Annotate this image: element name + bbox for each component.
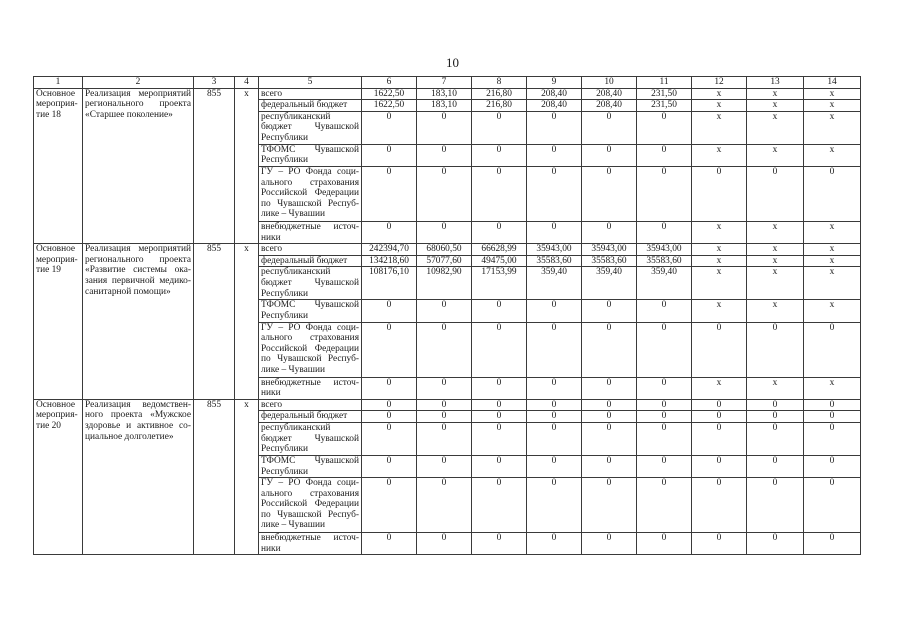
value-cell: 0 (527, 411, 582, 423)
value-cell: x (747, 377, 804, 399)
table-row (34, 88, 861, 100)
value-cell: 0 (804, 478, 861, 533)
value-cell: 0 (747, 322, 804, 377)
value-cell: 0 (527, 377, 582, 399)
value-cell: 0 (804, 399, 861, 411)
funding-source: республиканский бюджет Чувашской Республики (259, 422, 362, 455)
value-cell: x (747, 300, 804, 322)
value-cell: 0 (527, 455, 582, 477)
value-cell: 0 (582, 111, 637, 144)
value-cell: 0 (637, 422, 692, 455)
budget-table (33, 76, 861, 555)
value-cell: 1622,50 (362, 100, 417, 112)
col4-value: x (235, 88, 259, 244)
value-cell: x (804, 144, 861, 166)
funding-source: федеральный бюджет (259, 255, 362, 267)
value-cell: 0 (417, 455, 472, 477)
value-cell: 0 (582, 166, 637, 221)
value-cell: x (692, 244, 747, 256)
value-cell: 0 (692, 399, 747, 411)
value-cell: x (692, 377, 747, 399)
value-cell: 0 (417, 221, 472, 243)
value-cell: x (747, 221, 804, 243)
value-cell: x (692, 300, 747, 322)
col3-value: 855 (194, 244, 235, 400)
funding-source: внебюджетные источ-ники (259, 221, 362, 243)
event-description: Реализация мероприятий регионального проекта «Старшее поколение» (83, 88, 194, 244)
col3-value: 855 (194, 88, 235, 244)
column-header: 2 (83, 77, 194, 89)
value-cell: 0 (747, 455, 804, 477)
value-cell: 17153,99 (472, 267, 527, 300)
value-cell: x (692, 100, 747, 112)
value-cell: x (804, 88, 861, 100)
value-cell: 0 (472, 411, 527, 423)
value-cell: 0 (692, 166, 747, 221)
column-header: 6 (362, 77, 417, 89)
column-header: 7 (417, 77, 472, 89)
value-cell: 0 (804, 166, 861, 221)
value-cell: 0 (637, 377, 692, 399)
value-cell: 0 (637, 166, 692, 221)
value-cell: 0 (472, 399, 527, 411)
funding-source: всего (259, 244, 362, 256)
value-cell: 0 (417, 300, 472, 322)
value-cell: 0 (472, 377, 527, 399)
value-cell: 216,80 (472, 100, 527, 112)
value-cell: x (804, 221, 861, 243)
value-cell: 0 (362, 377, 417, 399)
value-cell: 0 (637, 533, 692, 555)
value-cell: 0 (472, 111, 527, 144)
value-cell: 0 (362, 422, 417, 455)
value-cell: 0 (417, 111, 472, 144)
value-cell: 0 (362, 111, 417, 144)
value-cell: 0 (417, 399, 472, 411)
value-cell: 0 (804, 422, 861, 455)
column-header: 4 (235, 77, 259, 89)
value-cell: 0 (804, 322, 861, 377)
column-header: 12 (692, 77, 747, 89)
value-cell: 0 (362, 300, 417, 322)
funding-source: ГУ – РО Фонда соци-ального страхования Российской Федерации по Чувашской Респуб-лике – Чувашии (259, 322, 362, 377)
value-cell: 208,40 (582, 100, 637, 112)
event-description: Реализация мероприятий регионального проекта «Развитие системы ока-зания первичной медико-санитарной помощи» (83, 244, 194, 400)
table-row (34, 399, 861, 411)
value-cell: 0 (472, 166, 527, 221)
value-cell: 57077,60 (417, 255, 472, 267)
column-header: 14 (804, 77, 861, 89)
value-cell: 0 (472, 221, 527, 243)
value-cell: 0 (417, 322, 472, 377)
value-cell: x (692, 111, 747, 144)
value-cell: 10982,90 (417, 267, 472, 300)
value-cell: 359,40 (527, 267, 582, 300)
value-cell: 0 (527, 111, 582, 144)
value-cell: 0 (747, 166, 804, 221)
column-header: 5 (259, 77, 362, 89)
value-cell: 0 (637, 399, 692, 411)
value-cell: 231,50 (637, 88, 692, 100)
value-cell: 0 (692, 322, 747, 377)
value-cell: 0 (804, 455, 861, 477)
value-cell: 0 (362, 221, 417, 243)
value-cell: 0 (527, 221, 582, 243)
funding-source: республиканский бюджет Чувашской Республики (259, 111, 362, 144)
value-cell: 35583,60 (582, 255, 637, 267)
value-cell: 0 (362, 399, 417, 411)
value-cell: 0 (637, 221, 692, 243)
funding-source: ТФОМС Чувашской Республики (259, 144, 362, 166)
value-cell: 359,40 (582, 267, 637, 300)
value-cell: x (692, 267, 747, 300)
value-cell: 0 (692, 422, 747, 455)
value-cell: 0 (747, 478, 804, 533)
value-cell: x (804, 100, 861, 112)
value-cell: x (747, 144, 804, 166)
value-cell: 134218,60 (362, 255, 417, 267)
value-cell: 0 (472, 478, 527, 533)
value-cell: 0 (637, 322, 692, 377)
value-cell: 0 (582, 300, 637, 322)
event-name: Основное мероприя-тие 20 (34, 399, 83, 555)
value-cell: 0 (527, 322, 582, 377)
value-cell: 0 (582, 221, 637, 243)
value-cell: 0 (417, 411, 472, 423)
value-cell: 0 (582, 144, 637, 166)
value-cell: x (692, 144, 747, 166)
value-cell: 0 (747, 411, 804, 423)
value-cell: 0 (417, 377, 472, 399)
value-cell: 208,40 (527, 100, 582, 112)
value-cell: 0 (637, 111, 692, 144)
value-cell: 0 (692, 478, 747, 533)
value-cell: 0 (472, 300, 527, 322)
funding-source: внебюджетные источ-ники (259, 533, 362, 555)
funding-source: ТФОМС Чувашской Республики (259, 455, 362, 477)
value-cell: x (747, 111, 804, 144)
value-cell: 0 (692, 411, 747, 423)
value-cell: 0 (417, 478, 472, 533)
value-cell: 35583,60 (527, 255, 582, 267)
value-cell: 359,40 (637, 267, 692, 300)
event-name: Основное мероприя-тие 18 (34, 88, 83, 244)
value-cell: x (747, 88, 804, 100)
value-cell: 35583,60 (637, 255, 692, 267)
value-cell: 35943,00 (637, 244, 692, 256)
value-cell: 0 (417, 422, 472, 455)
header-row (34, 77, 861, 89)
value-cell: 0 (527, 422, 582, 455)
value-cell: 208,40 (527, 88, 582, 100)
value-cell: 0 (472, 422, 527, 455)
value-cell: x (804, 244, 861, 256)
value-cell: 0 (417, 533, 472, 555)
value-cell: 0 (527, 533, 582, 555)
value-cell: 0 (582, 377, 637, 399)
value-cell: 242394,70 (362, 244, 417, 256)
value-cell: 0 (637, 455, 692, 477)
value-cell: 0 (747, 399, 804, 411)
value-cell: 0 (362, 166, 417, 221)
value-cell: x (747, 244, 804, 256)
value-cell: x (804, 377, 861, 399)
value-cell: 0 (527, 144, 582, 166)
value-cell: 0 (692, 455, 747, 477)
funding-source: ТФОМС Чувашской Республики (259, 300, 362, 322)
value-cell: 0 (527, 399, 582, 411)
value-cell: 0 (362, 322, 417, 377)
value-cell: x (747, 267, 804, 300)
value-cell: 0 (637, 411, 692, 423)
value-cell: 0 (362, 455, 417, 477)
value-cell: 108176,10 (362, 267, 417, 300)
value-cell: 35943,00 (582, 244, 637, 256)
value-cell: 0 (527, 478, 582, 533)
event-description: Реализация ведомствен-ного проекта «Мужское здоровье и активное со-циальное долголетие» (83, 399, 194, 555)
value-cell: 0 (692, 533, 747, 555)
table-row (34, 244, 861, 256)
funding-source: всего (259, 399, 362, 411)
value-cell: x (692, 221, 747, 243)
value-cell: x (804, 267, 861, 300)
column-header: 9 (527, 77, 582, 89)
value-cell: 0 (527, 300, 582, 322)
value-cell: 0 (747, 422, 804, 455)
value-cell: 208,40 (582, 88, 637, 100)
column-header: 8 (472, 77, 527, 89)
value-cell: 0 (362, 144, 417, 166)
value-cell: 0 (417, 166, 472, 221)
funding-source: внебюджетные источ-ники (259, 377, 362, 399)
funding-source: федеральный бюджет (259, 100, 362, 112)
value-cell: x (804, 300, 861, 322)
value-cell: 66628,99 (472, 244, 527, 256)
value-cell: 49475,00 (472, 255, 527, 267)
value-cell: x (747, 255, 804, 267)
funding-source: всего (259, 88, 362, 100)
column-header: 10 (582, 77, 637, 89)
column-header: 3 (194, 77, 235, 89)
value-cell: 0 (637, 300, 692, 322)
col4-value: x (235, 244, 259, 400)
value-cell: 68060,50 (417, 244, 472, 256)
value-cell: 231,50 (637, 100, 692, 112)
value-cell: 0 (362, 533, 417, 555)
value-cell: 35943,00 (527, 244, 582, 256)
value-cell: 0 (582, 411, 637, 423)
value-cell: x (804, 111, 861, 144)
value-cell: 216,80 (472, 88, 527, 100)
value-cell: 0 (747, 533, 804, 555)
value-cell: 0 (582, 422, 637, 455)
funding-source: федеральный бюджет (259, 411, 362, 423)
page-number: 10 (446, 55, 459, 70)
funding-source: республиканский бюджет Чувашской Республики (259, 267, 362, 300)
value-cell: 1622,50 (362, 88, 417, 100)
column-header: 11 (637, 77, 692, 89)
value-cell: 0 (472, 455, 527, 477)
value-cell: 0 (362, 478, 417, 533)
value-cell: 0 (582, 399, 637, 411)
value-cell: 0 (582, 478, 637, 533)
value-cell: x (692, 255, 747, 267)
value-cell: 0 (417, 144, 472, 166)
value-cell: 0 (362, 411, 417, 423)
value-cell: 0 (472, 533, 527, 555)
funding-source: ГУ – РО Фонда соци-ального страхования Российской Федерации по Чувашской Респуб-лике – Чувашии (259, 478, 362, 533)
value-cell: 183,10 (417, 88, 472, 100)
value-cell: 0 (804, 533, 861, 555)
value-cell: 0 (582, 533, 637, 555)
col3-value: 855 (194, 399, 235, 555)
value-cell: x (804, 255, 861, 267)
value-cell: 0 (582, 322, 637, 377)
value-cell: 0 (637, 478, 692, 533)
column-header: 1 (34, 77, 83, 89)
event-name: Основное мероприя-тие 19 (34, 244, 83, 400)
value-cell: 0 (804, 411, 861, 423)
column-header: 13 (747, 77, 804, 89)
value-cell: 183,10 (417, 100, 472, 112)
value-cell: x (692, 88, 747, 100)
col4-value: x (235, 399, 259, 555)
value-cell: 0 (472, 322, 527, 377)
value-cell: 0 (582, 455, 637, 477)
value-cell: 0 (472, 144, 527, 166)
value-cell: 0 (637, 144, 692, 166)
value-cell: x (747, 100, 804, 112)
value-cell: 0 (527, 166, 582, 221)
funding-source: ГУ – РО Фонда соци-ального страхования Российской Федерации по Чувашской Респуб-лике – Чувашии (259, 166, 362, 221)
